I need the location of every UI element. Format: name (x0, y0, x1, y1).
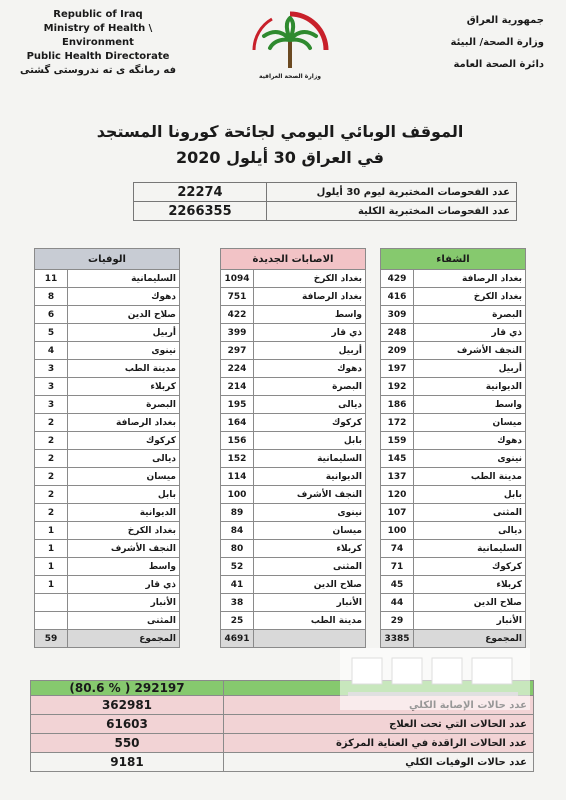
row-value: 52 (221, 558, 254, 576)
table-row (35, 612, 180, 630)
row-region-name: ميسان (414, 414, 526, 432)
row-region-name: بغداد الكرخ (68, 522, 180, 540)
table-row (35, 306, 180, 324)
row-value: 41 (221, 576, 254, 594)
total-value: 3385 (381, 630, 414, 648)
table-row (35, 558, 180, 576)
deaths-title: الوفيات (35, 249, 180, 270)
tests-row-daily (134, 183, 517, 202)
row-value (35, 594, 68, 612)
summary-total-cases-value: 362981 (31, 696, 224, 715)
row-value: 1 (35, 540, 68, 558)
recoveries-title: الشفاء (381, 249, 526, 270)
table-row (381, 504, 526, 522)
tests-total-value: 2266355 (134, 202, 267, 221)
table-row (35, 522, 180, 540)
row-value: 3 (35, 360, 68, 378)
table-row (381, 342, 526, 360)
row-region-name: أربيل (254, 342, 366, 360)
table-row (221, 324, 366, 342)
row-region-name: الديوانية (68, 504, 180, 522)
table-row (381, 468, 526, 486)
row-value: 156 (221, 432, 254, 450)
table-row (381, 576, 526, 594)
table-row (35, 378, 180, 396)
row-value: 2 (35, 414, 68, 432)
row-region-name: كربلاء (68, 378, 180, 396)
row-value: 224 (221, 360, 254, 378)
table-row (35, 594, 180, 612)
row-region-name: بغداد الرصافة (254, 288, 366, 306)
row-value: 1094 (221, 270, 254, 288)
row-region-name: ديالى (68, 450, 180, 468)
row-region-name: نينوى (254, 504, 366, 522)
row-region-name: بابل (68, 486, 180, 504)
total-label: المجموع (414, 630, 526, 648)
header-right-line-1: جمهورية العراق (466, 15, 544, 26)
table-row (35, 360, 180, 378)
row-region-name: كركوك (254, 414, 366, 432)
row-region-name: السليمانية (254, 450, 366, 468)
row-value: 209 (381, 342, 414, 360)
table-row (381, 324, 526, 342)
row-value: 2 (35, 504, 68, 522)
table-row (221, 576, 366, 594)
row-region-name: واسط (254, 306, 366, 324)
row-region-name: ديالى (414, 522, 526, 540)
table-row (221, 468, 366, 486)
summary-row (31, 715, 534, 734)
table-row (35, 432, 180, 450)
table-row (221, 522, 366, 540)
row-region-name: أربيل (414, 360, 526, 378)
table-row (35, 450, 180, 468)
row-region-name: ميسان (254, 522, 366, 540)
row-region-name: الأنبار (68, 594, 180, 612)
row-value: 5 (35, 324, 68, 342)
row-region-name: بغداد الرصافة (68, 414, 180, 432)
row-value: 2 (35, 432, 68, 450)
row-value: 297 (221, 342, 254, 360)
table-row (221, 612, 366, 630)
watermark-logo (340, 648, 530, 710)
summary-recovered-pct: (80.6 % ) (69, 681, 131, 695)
header-left-line-4: فه رمانگه ی ته ندروستی گشتی (19, 65, 177, 76)
total-row (35, 630, 180, 648)
row-region-name: صلاح الدين (254, 576, 366, 594)
table-row (381, 522, 526, 540)
table-row (381, 558, 526, 576)
table-row (221, 342, 366, 360)
row-region-name: كركوك (68, 432, 180, 450)
row-value: 309 (381, 306, 414, 324)
header-left-line-3: Public Health Directorate (26, 51, 170, 62)
summary-under-treatment-value: 61603 (31, 715, 224, 734)
table-row (35, 576, 180, 594)
table-row (221, 270, 366, 288)
row-value: 114 (221, 468, 254, 486)
row-region-name: الديوانية (414, 378, 526, 396)
row-value: 145 (381, 450, 414, 468)
row-value: 137 (381, 468, 414, 486)
recoveries-table (380, 248, 526, 648)
table-row (221, 486, 366, 504)
new-cases-title: الاصابات الجديدة (221, 249, 366, 270)
table-row (35, 396, 180, 414)
summary-row (31, 734, 534, 753)
row-region-name: صلاح الدين (68, 306, 180, 324)
row-region-name: البصرة (414, 306, 526, 324)
tests-total-label: عدد الفحوصات المختبرية الكلية (267, 202, 517, 221)
row-value: 84 (221, 522, 254, 540)
row-region-name: البصرة (68, 396, 180, 414)
header-right-block (424, 10, 544, 76)
row-region-name: ميسان (68, 468, 180, 486)
table-row (221, 360, 366, 378)
row-value: 751 (221, 288, 254, 306)
summary-total-deaths-value: 9181 (31, 753, 224, 772)
table-row (381, 270, 526, 288)
row-region-name: المثنى (68, 612, 180, 630)
row-region-name: دهوك (68, 288, 180, 306)
table-row (221, 396, 366, 414)
table-row (381, 612, 526, 630)
row-value: 248 (381, 324, 414, 342)
table-row (221, 504, 366, 522)
summary-icu-value: 550 (31, 734, 224, 753)
total-row (381, 630, 526, 648)
row-region-name: بابل (254, 432, 366, 450)
row-region-name: واسط (68, 558, 180, 576)
table-row (381, 288, 526, 306)
table-row (35, 288, 180, 306)
row-value: 214 (221, 378, 254, 396)
row-value: 11 (35, 270, 68, 288)
row-value: 416 (381, 288, 414, 306)
recoveries-header-row (381, 249, 526, 270)
row-region-name: ذي قار (254, 324, 366, 342)
row-value: 100 (221, 486, 254, 504)
row-value: 25 (221, 612, 254, 630)
new-cases-header-row (221, 249, 366, 270)
table-row (221, 594, 366, 612)
table-row (221, 432, 366, 450)
header-right-line-3: دائرة الصحة العامة (453, 59, 544, 70)
table-row (381, 360, 526, 378)
row-value: 74 (381, 540, 414, 558)
row-region-name: النجف الأشرف (414, 342, 526, 360)
table-row (221, 288, 366, 306)
row-region-name: كربلاء (414, 576, 526, 594)
row-value: 71 (381, 558, 414, 576)
row-value: 1 (35, 522, 68, 540)
table-row (221, 378, 366, 396)
total-label (254, 630, 366, 648)
logo-caption: وزارة الصحة العراقية (258, 73, 322, 80)
row-region-name: نينوى (68, 342, 180, 360)
deaths-header-row (35, 249, 180, 270)
table-row (381, 432, 526, 450)
row-value: 38 (221, 594, 254, 612)
total-label: المجموع (68, 630, 180, 648)
row-region-name: المثنى (414, 504, 526, 522)
row-region-name: النجف الأشرف (68, 540, 180, 558)
table-row (221, 450, 366, 468)
table-row (221, 306, 366, 324)
summary-total-deaths-label: عدد حالات الوفيات الكلي (224, 753, 534, 772)
table-row (381, 594, 526, 612)
row-value: 172 (381, 414, 414, 432)
table-row (35, 342, 180, 360)
table-row (381, 486, 526, 504)
row-value: 107 (381, 504, 414, 522)
row-region-name: النجف الأشرف (254, 486, 366, 504)
row-region-name: البصرة (254, 378, 366, 396)
row-value: 2 (35, 468, 68, 486)
row-value: 1 (35, 576, 68, 594)
row-region-name: كركوك (414, 558, 526, 576)
table-row (35, 486, 180, 504)
row-region-name: كربلاء (254, 540, 366, 558)
row-value (35, 612, 68, 630)
row-value: 399 (221, 324, 254, 342)
row-region-name: صلاح الدين (414, 594, 526, 612)
total-value: 4691 (221, 630, 254, 648)
row-value: 3 (35, 378, 68, 396)
row-region-name: ديالى (254, 396, 366, 414)
report-title-line-2: في العراق 30 أيلول 2020 (176, 148, 384, 167)
row-region-name: الديوانية (254, 468, 366, 486)
row-value: 80 (221, 540, 254, 558)
row-region-name: بغداد الكرخ (414, 288, 526, 306)
row-value: 100 (381, 522, 414, 540)
summary-recovered-cell (31, 681, 224, 696)
summary-under-treatment-label: عدد الحالات التي تحت العلاج (224, 715, 534, 734)
row-value: 1 (35, 558, 68, 576)
table-row (381, 450, 526, 468)
row-value: 192 (381, 378, 414, 396)
total-row (221, 630, 366, 648)
row-value: 8 (35, 288, 68, 306)
table-row (35, 270, 180, 288)
row-region-name: ذي قار (414, 324, 526, 342)
row-region-name: مدينة الطب (68, 360, 180, 378)
table-row (35, 468, 180, 486)
table-row (221, 414, 366, 432)
row-value: 6 (35, 306, 68, 324)
summary-icu-label: عدد الحالات الراقدة في العناية المركزة (224, 734, 534, 753)
tests-table (133, 182, 517, 221)
row-region-name: الأنبار (414, 612, 526, 630)
row-region-name: مدينة الطب (254, 612, 366, 630)
table-row (35, 540, 180, 558)
new-cases-table (220, 248, 366, 648)
row-value: 152 (221, 450, 254, 468)
tests-daily-value: 22274 (134, 183, 267, 202)
row-value: 164 (221, 414, 254, 432)
table-row (35, 414, 180, 432)
row-value: 429 (381, 270, 414, 288)
total-value: 59 (35, 630, 68, 648)
row-value: 422 (221, 306, 254, 324)
row-region-name: واسط (414, 396, 526, 414)
tests-daily-label: عدد الفحوصات المختبرية ليوم 30 أيلول (267, 183, 517, 202)
row-region-name: ذي قار (68, 576, 180, 594)
row-value: 2 (35, 450, 68, 468)
row-region-name: السليمانية (68, 270, 180, 288)
row-value: 159 (381, 432, 414, 450)
table-row (381, 378, 526, 396)
row-value: 44 (381, 594, 414, 612)
row-region-name: نينوى (414, 450, 526, 468)
header-left-block (8, 8, 188, 78)
row-value: 4 (35, 342, 68, 360)
row-value: 197 (381, 360, 414, 378)
row-value: 29 (381, 612, 414, 630)
row-region-name: الأنبار (254, 594, 366, 612)
row-region-name: بغداد الرصافة (414, 270, 526, 288)
row-value: 3 (35, 396, 68, 414)
row-region-name: أربيل (68, 324, 180, 342)
header-left-line-2: Ministry of Health \ Environment (43, 23, 153, 48)
table-row (381, 396, 526, 414)
row-value: 186 (381, 396, 414, 414)
header-right-line-2: وزارة الصحة/ البيئة (450, 37, 544, 48)
header-left-line-1: Republic of Iraq (53, 9, 143, 20)
table-row (35, 324, 180, 342)
table-row (221, 558, 366, 576)
table-row (221, 540, 366, 558)
row-region-name: بابل (414, 486, 526, 504)
table-row (381, 306, 526, 324)
report-title-line-1: الموقف الوبائي اليومي لجائحة كورونا المستجد (96, 122, 464, 141)
row-region-name: بغداد الكرخ (254, 270, 366, 288)
deaths-table (34, 248, 180, 648)
row-value: 89 (221, 504, 254, 522)
row-value: 120 (381, 486, 414, 504)
summary-row (31, 753, 534, 772)
table-row (381, 540, 526, 558)
ministry-logo (250, 10, 330, 90)
row-region-name: السليمانية (414, 540, 526, 558)
row-region-name: المثنى (254, 558, 366, 576)
summary-recovered-total: 292197 (134, 681, 185, 695)
row-region-name: دهوك (414, 432, 526, 450)
row-region-name: مدينة الطب (414, 468, 526, 486)
table-row (35, 504, 180, 522)
row-region-name: دهوك (254, 360, 366, 378)
row-value: 45 (381, 576, 414, 594)
row-value: 2 (35, 486, 68, 504)
tests-row-total (134, 202, 517, 221)
table-row (381, 414, 526, 432)
row-value: 195 (221, 396, 254, 414)
